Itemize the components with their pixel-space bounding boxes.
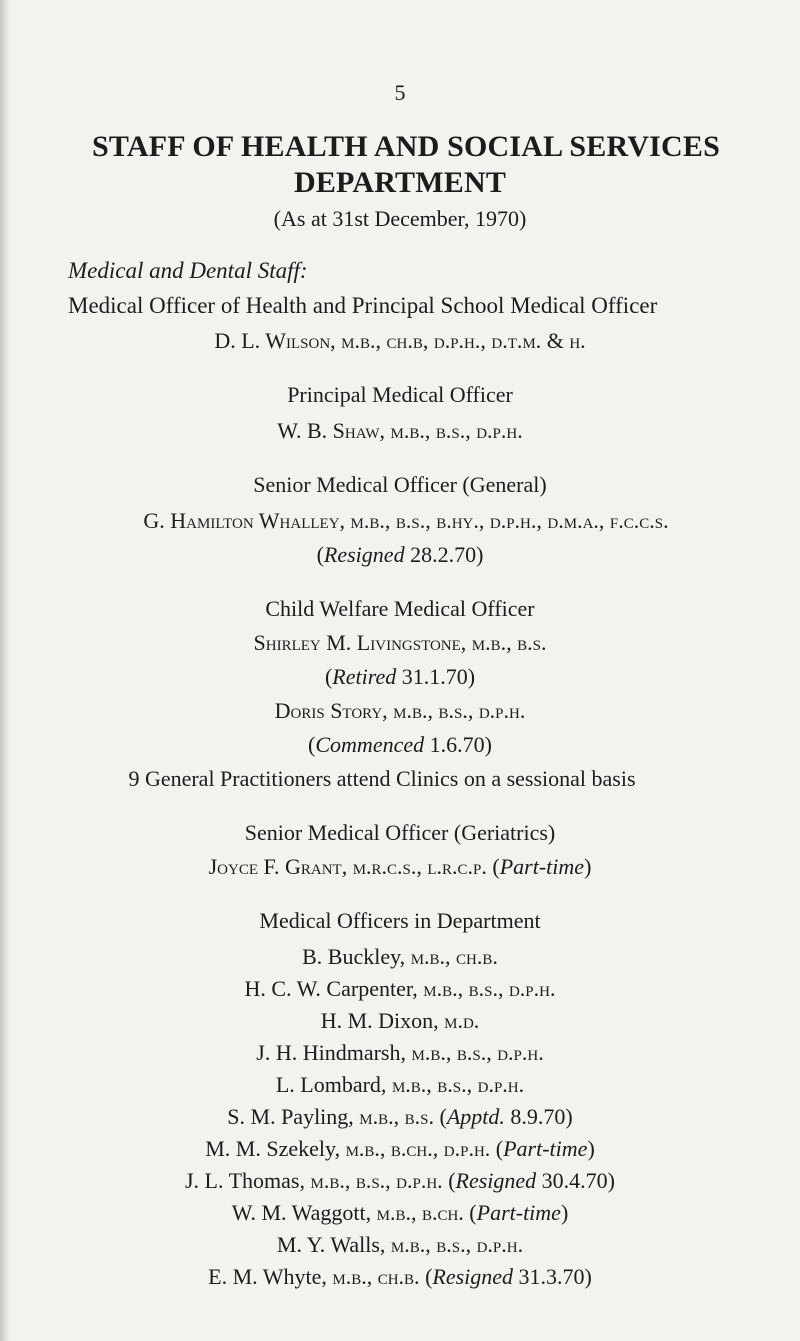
page-title-line-2: DEPARTMENT <box>293 166 507 199</box>
medical-officer-note: Resigned <box>432 1264 514 1289</box>
cwmo-note-2-date: 1.6.70 <box>429 732 485 757</box>
cwmo-name-1: Shirley M. Livingstone, m.b., b.s. <box>253 630 547 655</box>
medical-officer-name: H. C. W. Carpenter, <box>244 976 424 1001</box>
medical-officer-name: E. M. Whyte, <box>208 1264 333 1289</box>
medical-officer-qualifications: m.b., b.s., d.p.h. <box>391 1072 525 1097</box>
section-label: Medical and Dental Staff: <box>68 258 308 283</box>
medical-officer-note-date: 8.9.70 <box>504 1104 566 1129</box>
medical-officer-row <box>0 976 800 1002</box>
pmo-heading: Principal Medical Officer <box>287 382 513 407</box>
medical-officer-qualifications: m.b., b.s., d.p.h. <box>423 976 556 1001</box>
cwmo-note-1-label: Retired <box>332 664 397 689</box>
smo-general-note-label: Resigned <box>323 542 405 567</box>
pmo-name: W. B. Shaw, m.b., b.s., d.p.h. <box>277 418 523 443</box>
medical-officer-name: H. M. Dixon, <box>320 1008 445 1033</box>
medical-officer-row <box>0 1040 800 1066</box>
cwmo-name-2: Doris Story, m.b., b.s., d.p.h. <box>274 698 526 723</box>
medical-officer-note-date: 30.4.70 <box>536 1168 608 1193</box>
moh-heading: Medical Officer of Health and Principal School Medical Officer <box>68 293 658 318</box>
smo-general-name: G. Hamilton Whalley, m.b., b.s., b.hy., d.p.h., d.m.a., f.c.c.s. <box>143 508 669 533</box>
medical-officer-name: J. H. Hindmarsh, <box>256 1040 412 1065</box>
medical-officer-qualifications: m.d. <box>444 1008 480 1033</box>
medical-officer-row: E. M. Whyte, m.b., ch.b. (Resigned 31.3.70) <box>208 1264 592 1289</box>
medical-officer-note: Part-time <box>476 1200 561 1225</box>
cwmo-note-1: (Retired 31.1.70) <box>324 664 476 689</box>
smo-general-heading: Senior Medical Officer (General) <box>253 472 547 497</box>
medical-officer-row <box>0 1008 800 1034</box>
moh-name <box>0 328 800 354</box>
medical-officer-name: M. M. Szekely, <box>205 1136 346 1161</box>
medical-officer-row: S. M. Payling, m.b., b.s. (Apptd. 8.9.70) <box>227 1104 573 1129</box>
as-at-date: (As at 31st December, 1970) <box>273 206 527 231</box>
medical-officer-note-date: 31.3.70 <box>513 1264 585 1289</box>
gp-note: 9 General Practitioners attend Clinics on a sessional basis <box>128 766 636 791</box>
medical-officer-row <box>0 944 800 970</box>
medical-officer-note: Apptd. <box>446 1104 505 1129</box>
page-number: 5 <box>394 80 406 105</box>
medical-officer-name: W. M. Waggott, <box>231 1200 377 1225</box>
medical-officer-qualifications: m.b., b.ch. <box>376 1200 464 1225</box>
medical-officer-qualifications: m.b., ch.b. <box>410 944 498 969</box>
page-title-line-1: STAFF OF HEALTH AND SOCIAL SERVICES <box>91 130 721 163</box>
medical-officer-row: J. L. Thomas, m.b., b.s., d.p.h. (Resigned 30.4.70) <box>185 1168 615 1193</box>
medical-officer-qualifications: m.b., b.s. <box>359 1104 434 1129</box>
medical-officer-note: Resigned <box>455 1168 537 1193</box>
medical-officer-row <box>0 1232 800 1258</box>
medical-officer-name: J. L. Thomas, <box>185 1168 311 1193</box>
smo-geriatrics-heading: Senior Medical Officer (Geriatrics) <box>244 820 556 845</box>
medical-officer-qualifications: m.b., b.s., d.p.h. <box>390 1232 524 1257</box>
smo-general-note: (Resigned 28.2.70) <box>316 542 484 567</box>
cwmo-note-2: (Commenced 1.6.70) <box>308 732 492 757</box>
medical-officer-name: B. Buckley, <box>302 944 411 969</box>
medical-officer-qualifications: m.b., ch.b. <box>332 1264 420 1289</box>
medical-officer-qualifications: m.b., b.ch., d.p.h. <box>345 1136 491 1161</box>
smo-geriatrics-line: Joyce F. Grant, m.r.c.s., l.r.c.p. (Part-time) <box>208 854 592 879</box>
cwmo-heading: Child Welfare Medical Officer <box>265 596 535 621</box>
moh-name-text: D. L. Wilson, m.b., ch.b, d.p.h., d.t.m. & h. <box>214 328 586 353</box>
medical-officer-name: L. Lombard, <box>275 1072 392 1097</box>
smo-geriatrics-note: Part-time <box>499 854 585 879</box>
medical-officer-row: W. M. Waggott, m.b., b.ch. (Part-time) <box>231 1200 569 1225</box>
medical-officer-note: Part-time <box>503 1136 588 1161</box>
medical-officer-row: M. M. Szekely, m.b., b.ch., d.p.h. (Part-time) <box>205 1136 595 1161</box>
smo-general-note-date: 28.2.70 <box>410 542 477 567</box>
medical-officer-qualifications: m.b., b.s., d.p.h. <box>411 1040 544 1065</box>
medical-officer-name: M. Y. Walls, <box>276 1232 391 1257</box>
medical-officer-qualifications: m.b., b.s., d.p.h. <box>310 1168 443 1193</box>
cwmo-note-1-date: 31.1.70 <box>401 664 468 689</box>
medical-officer-row <box>0 1072 800 1098</box>
smo-geriatrics-name: Joyce F. Grant, m.r.c.s., l.r.c.p. <box>208 854 487 879</box>
cwmo-note-2-label: Commenced <box>315 732 425 757</box>
medical-officer-name: S. M. Payling, <box>227 1104 360 1129</box>
mo-heading: Medical Officers in Department <box>259 908 541 933</box>
